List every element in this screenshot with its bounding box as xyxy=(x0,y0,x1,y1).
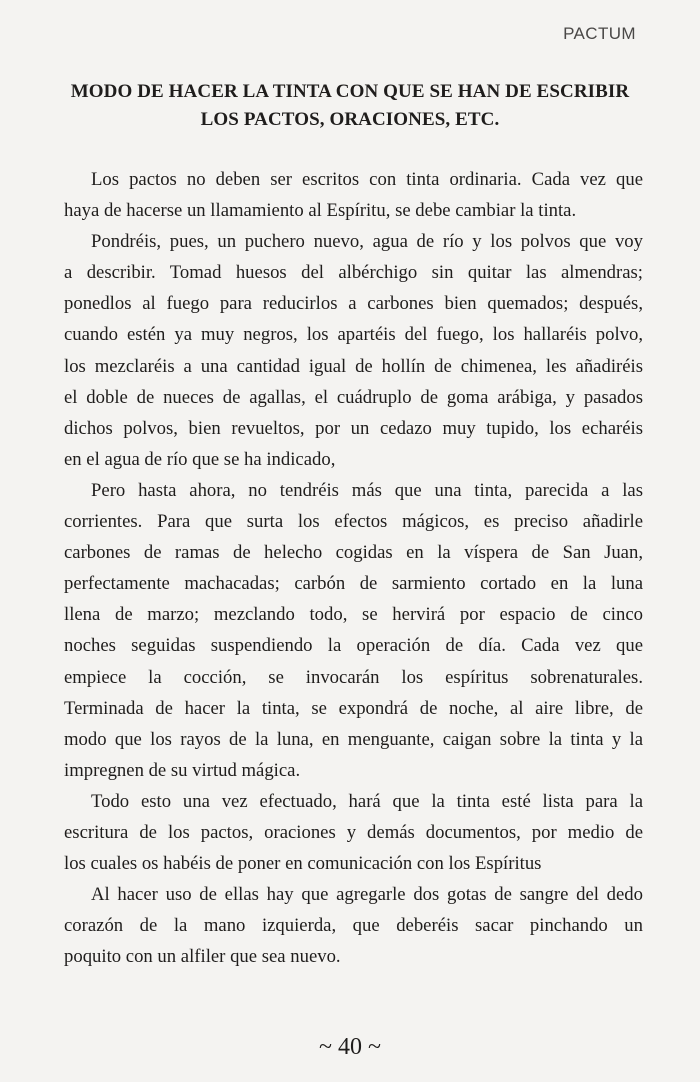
text-line: cuando estén ya muy negros, los apartéis del fuego, los hallaréis polvo, xyxy=(64,324,643,346)
body-text xyxy=(64,164,643,972)
text-line: corrientes. Para que surta los efectos mágicos, es preciso añadirle xyxy=(64,511,643,533)
text-line: Los pactos no deben ser escritos con tinta ordinaria. Cada vez que xyxy=(91,169,643,190)
paragraph xyxy=(64,786,643,879)
paragraph xyxy=(64,164,643,226)
text-line: perfectamente machacadas; carbón de sarmiento cortado en la luna xyxy=(64,573,643,595)
text-line: impregnen de su virtud mágica. xyxy=(64,759,301,781)
text-line: Pero hasta ahora, no tendréis más que una tinta, parecida a las xyxy=(91,479,643,501)
text-line: el doble de nueces de agallas, el cuádruplo de goma arábiga, y pasados xyxy=(64,386,643,408)
text-line: dichos polvos, bien revueltos, por un cedazo muy tupido, los echaréis xyxy=(64,417,643,439)
text-line: carbones de ramas de helecho cogidas en la víspera de San Juan, xyxy=(64,542,643,564)
text-line: empiece la cocción, se invocarán los espíritus sobrenaturales. xyxy=(64,666,643,688)
page-number: ~ 40 ~ xyxy=(319,1034,381,1060)
running-head: PACTUM xyxy=(563,24,636,43)
chapter-title-line: LOS PACTOS, ORACIONES, ETC. xyxy=(200,109,500,130)
text-line: en el agua de río que se ha indicado, xyxy=(64,448,336,470)
paragraph xyxy=(64,879,643,972)
text-line: haya de hacerse un llamamiento al Espíritu, se debe cambiar la tinta. xyxy=(64,200,577,222)
text-line: llena de marzo; mezclando todo, se hervirá por espacio de cinco xyxy=(64,604,643,626)
text-line: Todo esto una vez efectuado, hará que la tinta esté lista para la xyxy=(91,790,643,812)
text-line: corazón de la mano izquierda, que deberéis sacar pinchando un xyxy=(64,915,643,937)
text-line: Pondréis, pues, un puchero nuevo, agua de río y los polvos que voy xyxy=(91,231,643,253)
text-line: noches seguidas suspendiendo la operación de día. Cada vez que xyxy=(64,635,643,657)
chapter-title-line: MODO DE HACER LA TINTA CON QUE SE HAN DE ESCRIBIR xyxy=(70,81,630,102)
text-line: modo que los rayos de la luna, en menguante, caigan sobre la tinta y la xyxy=(64,728,643,750)
text-line: a describir. Tomad huesos del albérchigo sin quitar las almendras; xyxy=(64,262,643,284)
text-line: ponedlos al fuego para reducirlos a carbones bien quemados; después, xyxy=(64,293,643,315)
text-line: los cuales os habéis de poner en comunicación con los Espíritus xyxy=(64,853,542,875)
text-line: poquito con un alfiler que sea nuevo. xyxy=(64,946,341,968)
text-line: Al hacer uso de ellas hay que agregarle dos gotas de sangre del dedo xyxy=(91,884,643,906)
paragraph xyxy=(64,226,643,475)
text-line: los mezclaréis a una cantidad igual de hollín de chimenea, les añadiréis xyxy=(64,355,643,377)
text-line: Terminada de hacer la tinta, se expondrá de noche, al aire libre, de xyxy=(64,697,643,719)
chapter-title xyxy=(56,78,644,134)
text-line: escritura de los pactos, oraciones y demás documentos, por medio de xyxy=(64,821,643,843)
paragraph xyxy=(64,475,643,786)
